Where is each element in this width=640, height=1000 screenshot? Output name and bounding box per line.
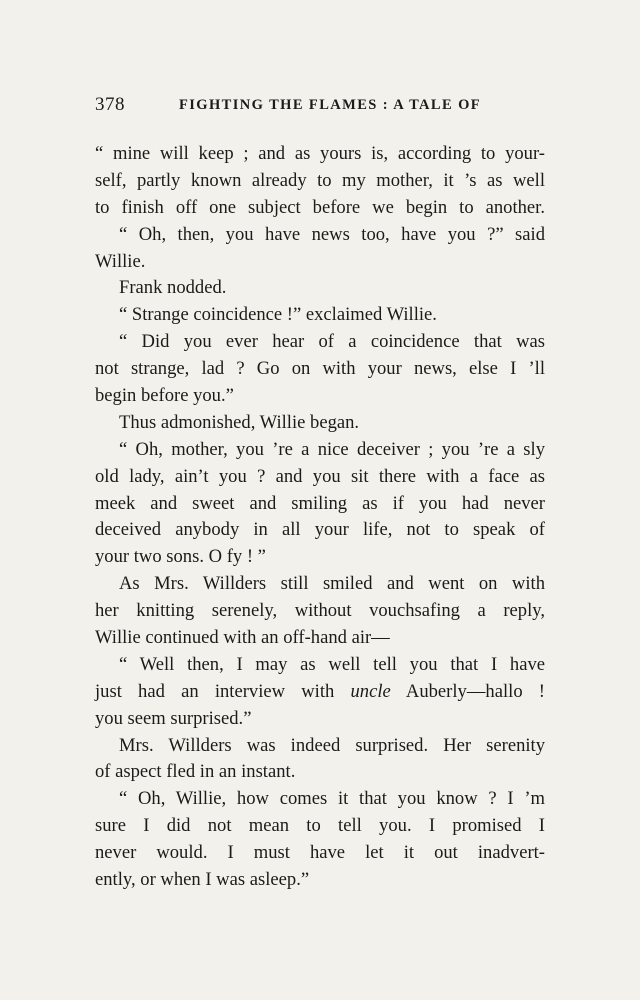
body-text: [95, 141, 545, 894]
text-line: never would. I must have let it out inadvert-: [95, 842, 545, 864]
text-line: “ Oh, mother, you ’re a nice deceiver ; you ’re a sly: [119, 438, 545, 460]
text-line: “ Strange coincidence !” exclaimed Willie.: [119, 304, 437, 326]
page-header: [95, 92, 540, 120]
text-line: self, partly known already to my mother, it ’s as well: [95, 169, 545, 191]
text-line: “ Well then, I may as well tell you that I have: [119, 653, 545, 675]
italic-word: uncle: [350, 680, 391, 702]
text-line: meek and sweet and smiling as if you had never: [95, 492, 545, 514]
text-line: Thus admonished, Willie began.: [119, 411, 360, 433]
text-line: her knitting serenely, without vouchsafing a reply,: [95, 600, 545, 622]
text-line: of aspect fled in an instant.: [95, 761, 296, 783]
text-line: deceived anybody in all your life, not to speak of: [95, 519, 545, 541]
text-line: to finish off one subject before we begin to another.: [95, 196, 545, 218]
text-line: “ Oh, Willie, how comes it that you know ? I ’m: [119, 788, 545, 810]
text-line: just had an interview with uncle Auberly—hallo !: [95, 680, 545, 702]
text-line: old lady, ain’t you ? and you sit there with a face as: [95, 465, 545, 487]
text-line: Frank nodded.: [119, 277, 227, 299]
text-line: your two sons. O fy ! ”: [95, 546, 266, 568]
text-line: “ Did you ever hear of a coincidence that was: [119, 331, 545, 353]
text-line: “ Oh, then, you have news too, have you ?” said: [119, 223, 545, 245]
text-line: “ mine will keep ; and as yours is, according to your-: [95, 143, 545, 164]
text-line: sure I did not mean to tell you. I promised I: [95, 815, 545, 837]
page-number: 378: [95, 94, 125, 115]
text-line: Willie.: [95, 250, 146, 272]
text-line: Willie continued with an off-hand air—: [95, 627, 390, 649]
text-line: you seem surprised.”: [95, 707, 252, 729]
running-head: FIGHTING THE FLAMES : A TALE OF: [179, 97, 482, 113]
text-line: begin before you.”: [95, 385, 234, 407]
text-line: not strange, lad ? Go on with your news, else I ’ll: [95, 358, 545, 380]
text-line: ently, or when I was asleep.”: [95, 869, 310, 891]
text-line: As Mrs. Willders still smiled and went on with: [119, 573, 545, 595]
text-line: Mrs. Willders was indeed surprised. Her serenity: [119, 734, 545, 756]
